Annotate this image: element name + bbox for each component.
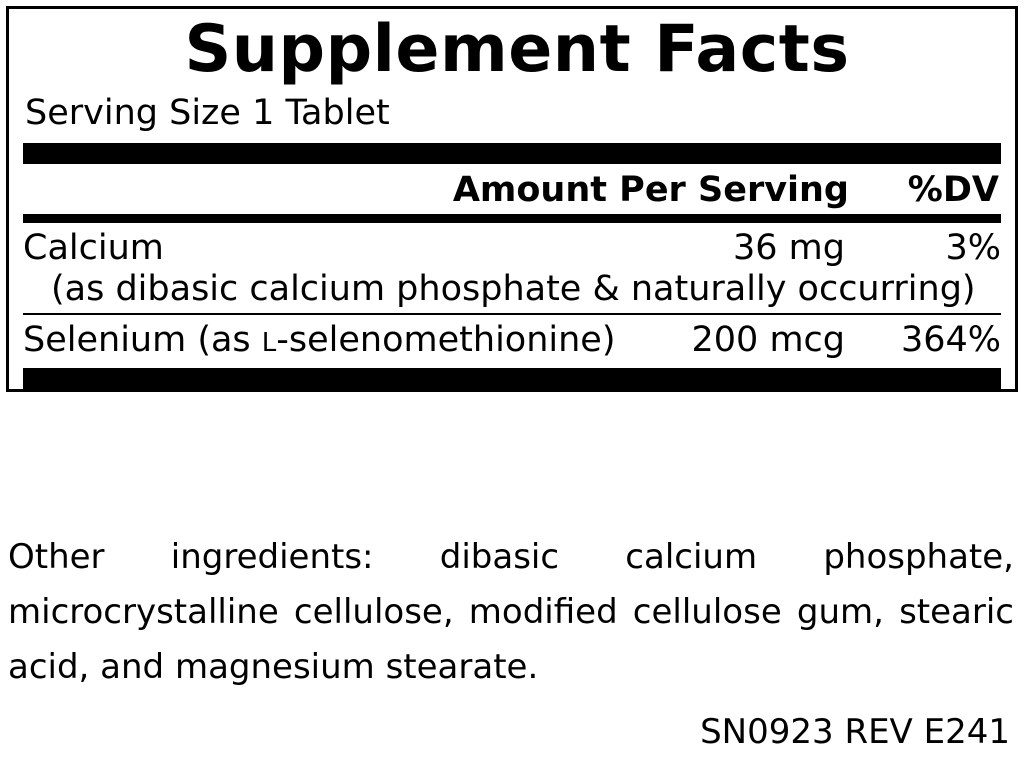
nutrient-name-selenium (23, 321, 692, 360)
column-header-amount-per-serving: Amount Per Serving (452, 169, 849, 210)
divider-thick-bottom (23, 368, 1001, 389)
nutrient-dv-selenium: 364% (900, 319, 1001, 360)
column-header-row (23, 170, 1001, 210)
supplement-facts-panel (6, 6, 1018, 392)
nutrient-name-calcium: Calcium (23, 227, 164, 268)
table-row (23, 229, 1001, 268)
other-ingredients-text: Other ingredients: dibasic calcium phosphate, microcrystalline cellulose, modified cellulose gum, stearic acid, and magnesium stearate. (8, 537, 1014, 688)
divider-thick-top (23, 143, 1001, 164)
nutrient-name-selenium-pre: Selenium (as (23, 319, 262, 360)
serving-size-text: Serving Size 1 Tablet (25, 93, 390, 133)
nutrient-name-selenium-smallcap: L (261, 327, 277, 358)
page-title: Supplement Facts (184, 12, 850, 87)
table-row (23, 321, 1001, 360)
divider-thin (23, 313, 1001, 315)
revision-code: SN0923 REV E241 (700, 712, 1010, 752)
nutrient-source-calcium: (as dibasic calcium phosphate & naturally occurring) (51, 268, 976, 309)
divider-medium (23, 214, 1001, 223)
nutrient-amount-calcium: 36 mg (733, 227, 845, 268)
nutrient-amount-selenium: 200 mcg (691, 319, 845, 360)
nutrient-name-selenium-post: -selenomethionine) (276, 319, 616, 360)
nutrient-dv-calcium: 3% (945, 227, 1001, 268)
column-header-percent-dv: %DV (907, 169, 999, 210)
